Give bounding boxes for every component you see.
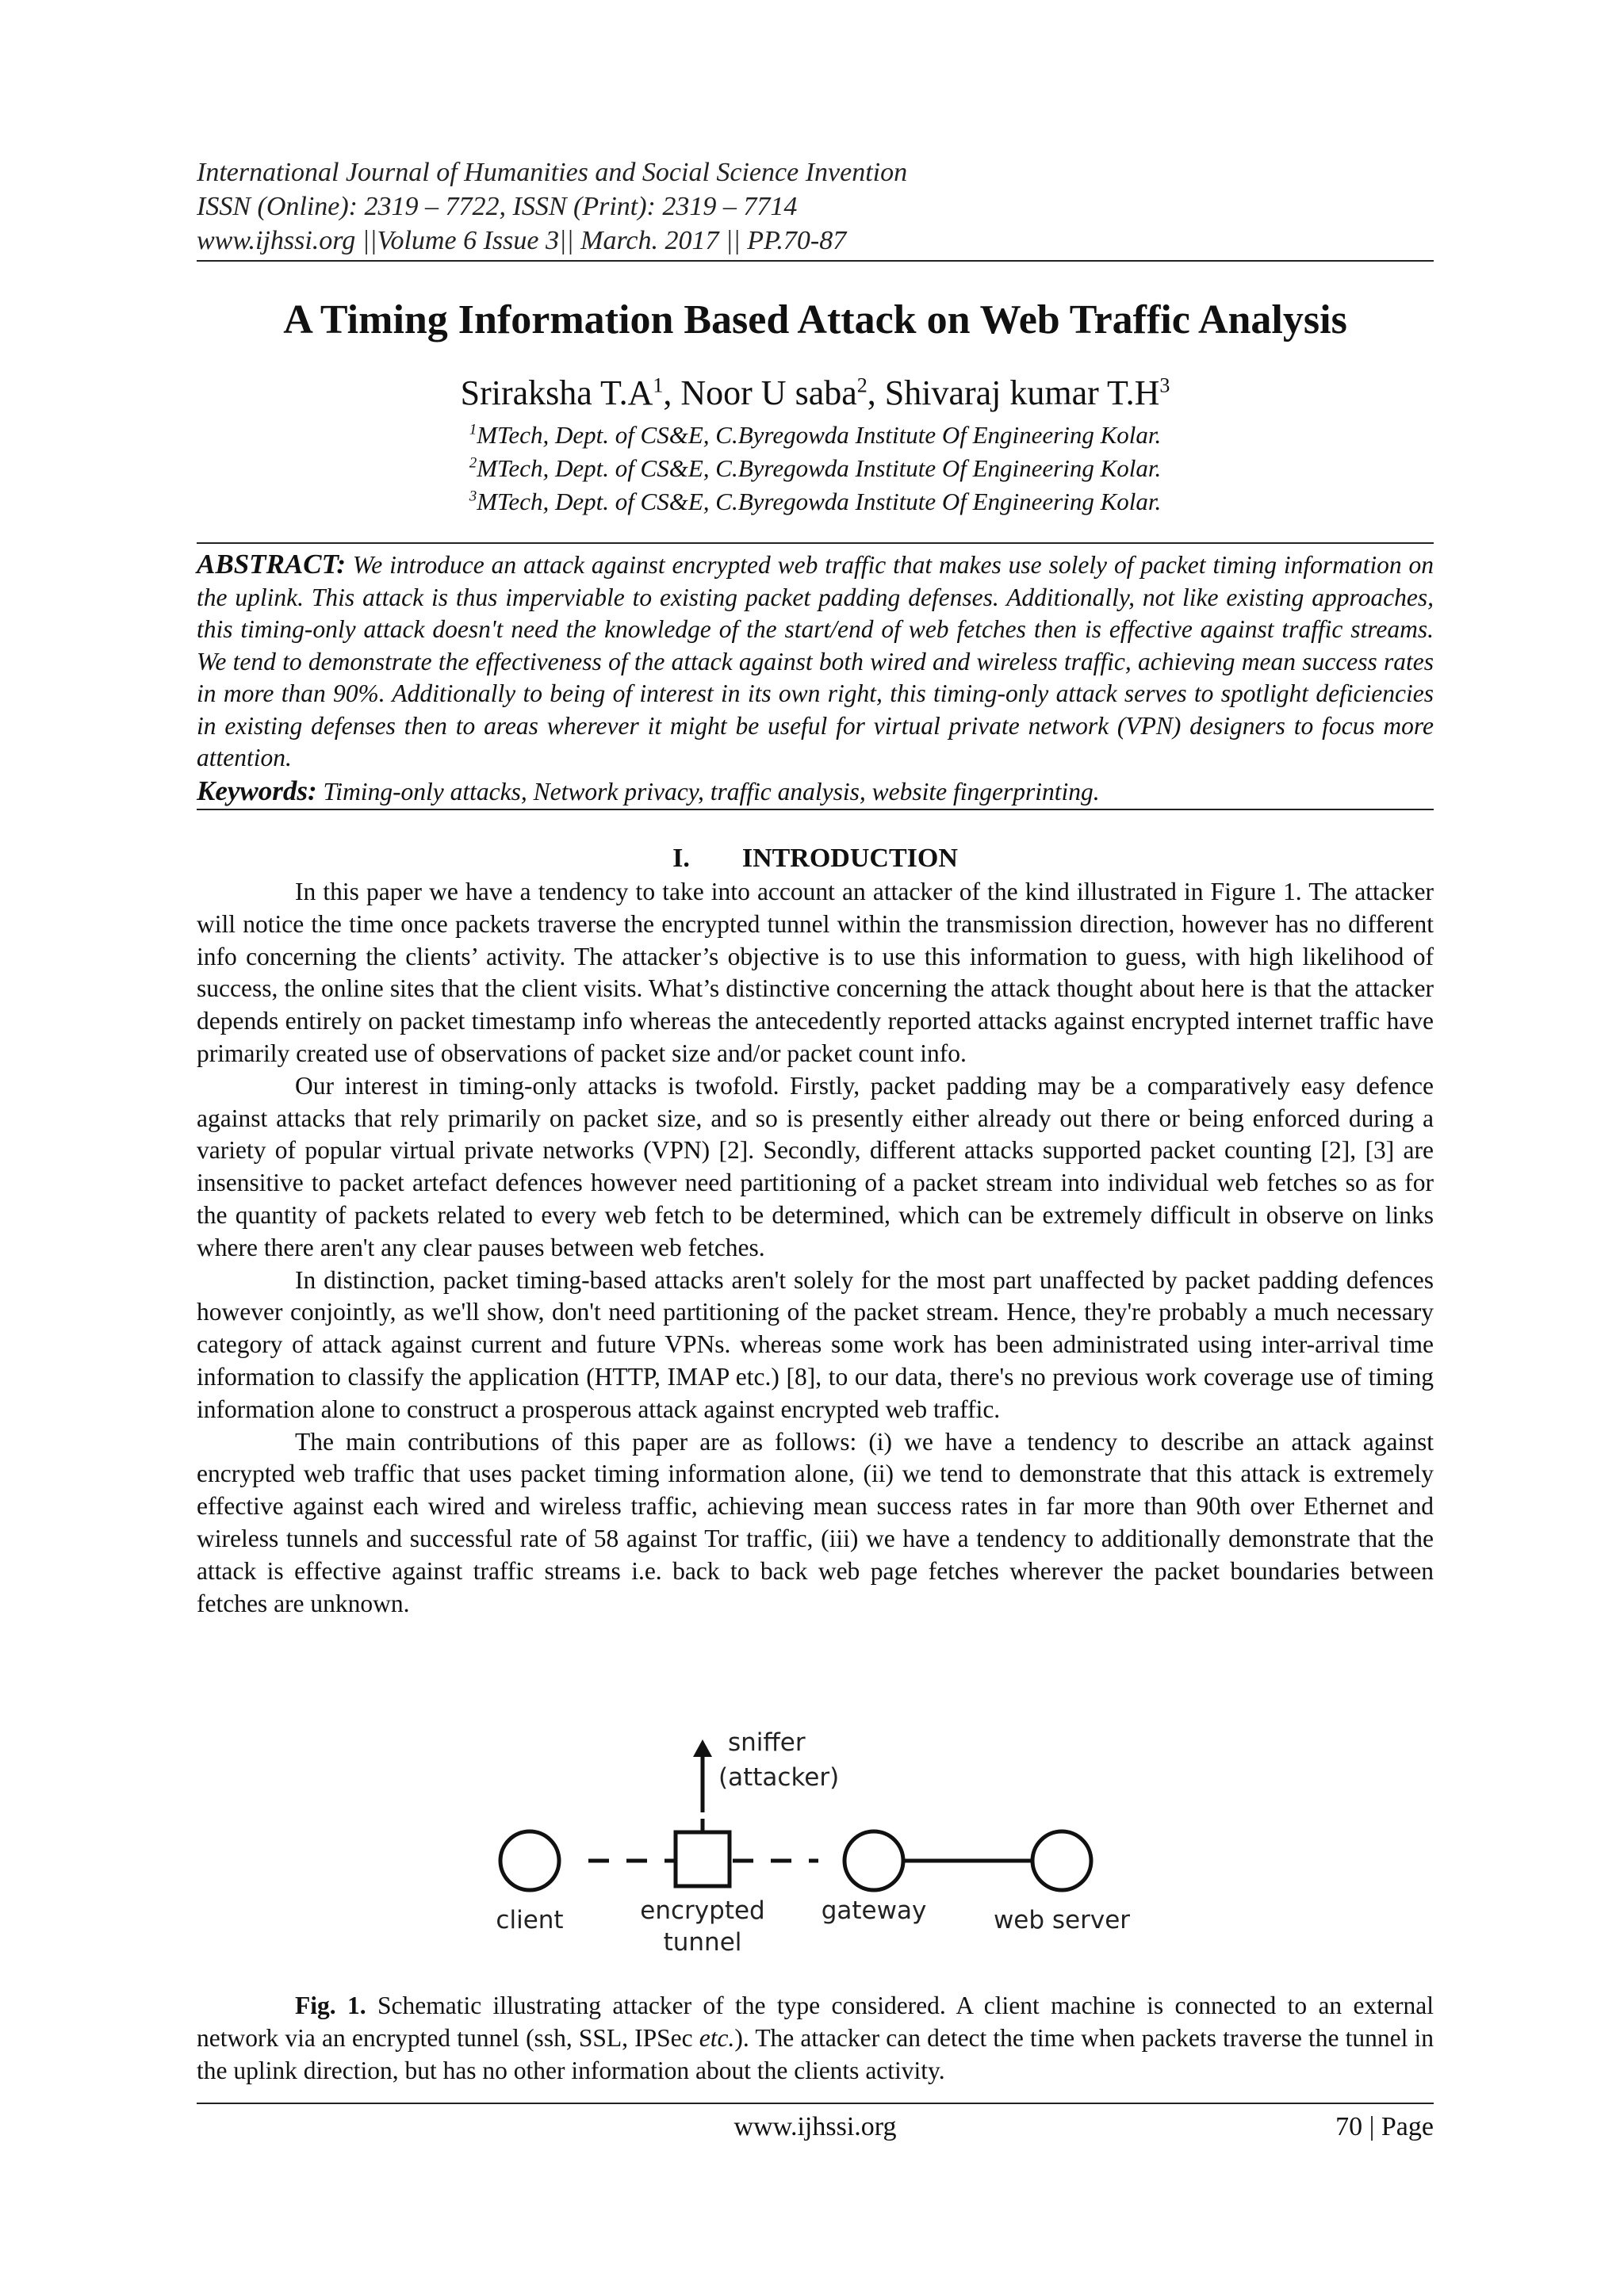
author-sup: 1 bbox=[653, 373, 664, 397]
client-node bbox=[500, 1831, 559, 1890]
abstract-rule-top bbox=[197, 542, 1434, 544]
client-label: client bbox=[496, 1906, 564, 1934]
journal-name: International Journal of Humanities and Social Science Invention bbox=[197, 158, 908, 187]
affiliation-text: MTech, Dept. of CS&E, C.Byregowda Institute Of Engineering Kolar. bbox=[477, 488, 1162, 515]
attacker-label: (attacker) bbox=[718, 1763, 840, 1792]
journal-header bbox=[197, 155, 1434, 258]
footer-page-number: 70 | Page bbox=[1335, 2112, 1434, 2141]
caption-text-end: ). The attacker can detect the time when packets traverse the tunnel in the uplink direction, but has no other information about the clients activity. bbox=[197, 2023, 1434, 2084]
affiliation bbox=[197, 419, 1434, 452]
caption-label: Fig. 1. bbox=[295, 1992, 366, 2019]
affiliation-text: MTech, Dept. of CS&E, C.Byregowda Institute Of Engineering Kolar. bbox=[477, 454, 1162, 482]
tunnel-label-line1: encrypted bbox=[640, 1896, 765, 1925]
abstract bbox=[197, 549, 1434, 775]
footer-site: www.ijhssi.org bbox=[733, 2112, 897, 2141]
paragraph: The main contributions of this paper are as follows: (i) we have a tendency to describe an attack against encrypted web traffic that uses packet timing information alone, (ii) we tend to demonstrate that this attack is extremely effective against each wired and wireless traffic, achieving mean success rates in far more than 90th over Ethernet and wireless tunnels and successful rate of 58 against Tor traffic, (iii) we have a tendency to additionally demonstrate that the attack is effective against traffic streams i.e. back to back web page fetches wherever the packet boundaries between fetches are unknown. bbox=[197, 1427, 1434, 1617]
sniffer-arrow-head bbox=[693, 1739, 712, 1757]
keywords bbox=[197, 775, 1434, 808]
affiliation-list bbox=[197, 419, 1434, 519]
header-rule bbox=[197, 260, 1434, 262]
keywords-label: Keywords: bbox=[197, 775, 317, 806]
affiliation-text: MTech, Dept. of CS&E, C.Byregowda Institute Of Engineering Kolar. bbox=[477, 421, 1162, 449]
abstract-rule-bottom bbox=[197, 809, 1434, 810]
encrypted-tunnel-node bbox=[676, 1832, 730, 1886]
paragraph: In this paper we have a tendency to take into account an attacker of the kind illustrated in Figure 1. The attacker will notice the time once packets traverse the encrypted tunnel within the transmission direction, however has no different info concerning the clients’ activity. The attacker’s objective is to use this information to guess, with high likelihood of success, the online sites that the client visits. What’s distinctive concerning the attack thought about here is that the attacker depends entirely on packet timestamp info whereas the antecedently reported attacks against encrypted internet traffic have primarily created use of observations of packet size and/or packet count info. bbox=[197, 878, 1434, 1067]
gateway-label: gateway bbox=[821, 1896, 927, 1925]
affiliation-sup: 3 bbox=[469, 488, 477, 505]
web-server-node bbox=[1032, 1831, 1091, 1890]
author-sup: 3 bbox=[1159, 373, 1170, 397]
section-number: I. bbox=[672, 844, 690, 873]
abstract-label: ABSTRACT: bbox=[197, 549, 347, 580]
footer-rule bbox=[197, 2103, 1434, 2104]
section-heading bbox=[197, 842, 1434, 875]
web-server-label: web server bbox=[993, 1906, 1131, 1934]
author-separator: , bbox=[663, 373, 681, 412]
abstract-text: We introduce an attack against encrypted web traffic that makes use solely of packet timing information on the uplink. This attack is thus imperviable to existing packet padding defenses. Additionally, not like existing approaches, this timing-only attack doesn't need the knowledge of the start/end of web fetches then is effective against traffic streams. We tend to demonstrate the effectiveness of the attack against both wired and wireless traffic, achieving mean success rates in more than 90%. Additionally to being of interest in its own right, this timing-only attack serves to spotlight deficiencies in existing defenses then to areas wherever it might be useful for virtual private network (VPN) designers to focus more attention. bbox=[197, 551, 1434, 771]
paper-title: A Timing Information Based Attack on Web Traffic Analysis bbox=[283, 297, 1347, 342]
affiliation-sup: 2 bbox=[469, 454, 477, 472]
body-text bbox=[197, 876, 1434, 1620]
figure-caption bbox=[197, 1990, 1434, 2087]
section-title: INTRODUCTION bbox=[741, 844, 958, 873]
paragraph: Our interest in timing-only attacks is twofold. Firstly, packet padding may be a comparatively easy defence against attacks that rely primarily on packet size, and so is presently either already out there or being enforced during a variety of popular virtual private networks (VPN) [2]. Secondly, different attacks supported packet counting [2], [3] are insensitive to packet artefact defences however need partitioning of a packet stream into individual web fetches so as for the quantity of packets related to every web fetch to be determined, which can be extremely difficult in observe on links where there aren't any clear pauses between web fetches. bbox=[197, 1071, 1434, 1261]
journal-volume: www.ijhssi.org ||Volume 6 Issue 3|| March. 2017 || PP.70-87 bbox=[197, 226, 847, 255]
affiliation bbox=[197, 485, 1434, 519]
caption-text: Schematic illustrating attacker of the type considered. A client machine is connected to an external network via an encrypted tunnel (ssh, SSL, IPSec bbox=[197, 1992, 1434, 2052]
author-sup: 2 bbox=[856, 373, 868, 397]
affiliation-sup: 1 bbox=[469, 421, 477, 438]
author-name: Shivaraj kumar T.H bbox=[884, 373, 1160, 412]
author-name: Noor U saba bbox=[680, 373, 857, 412]
paragraph: In distinction, packet timing-based attacks aren't solely for the most part unaffected by packet padding defences however conjointly, as we'll show, don't need partitioning of the packet stream. Hence, they're probably a much necessary category of attack against current and future VPNs. whereas some work has been administrated using inter-arrival time information to classify the application (HTTP, IMAP etc.) [8], to our data, there's no previous work coverage use of timing information alone to construct a prosperous attack against encrypted web traffic. bbox=[197, 1265, 1434, 1423]
author-name: Sriraksha T.A bbox=[460, 373, 653, 412]
figure-1-schematic bbox=[476, 1720, 1174, 1966]
author-separator: , bbox=[867, 373, 885, 412]
tunnel-label-line2: tunnel bbox=[663, 1928, 742, 1957]
affiliation bbox=[197, 452, 1434, 485]
schematic-svg bbox=[476, 1720, 1174, 1966]
gateway-node bbox=[845, 1831, 903, 1890]
journal-issn: ISSN (Online): 2319 – 7722, ISSN (Print): 2319 – 7714 bbox=[197, 192, 798, 221]
sniffer-label: sniffer bbox=[728, 1728, 806, 1757]
author-list bbox=[197, 371, 1434, 415]
caption-italic: etc. bbox=[699, 2023, 735, 2052]
keywords-text: Timing-only attacks, Network privacy, traffic analysis, website fingerprinting. bbox=[323, 778, 1100, 806]
